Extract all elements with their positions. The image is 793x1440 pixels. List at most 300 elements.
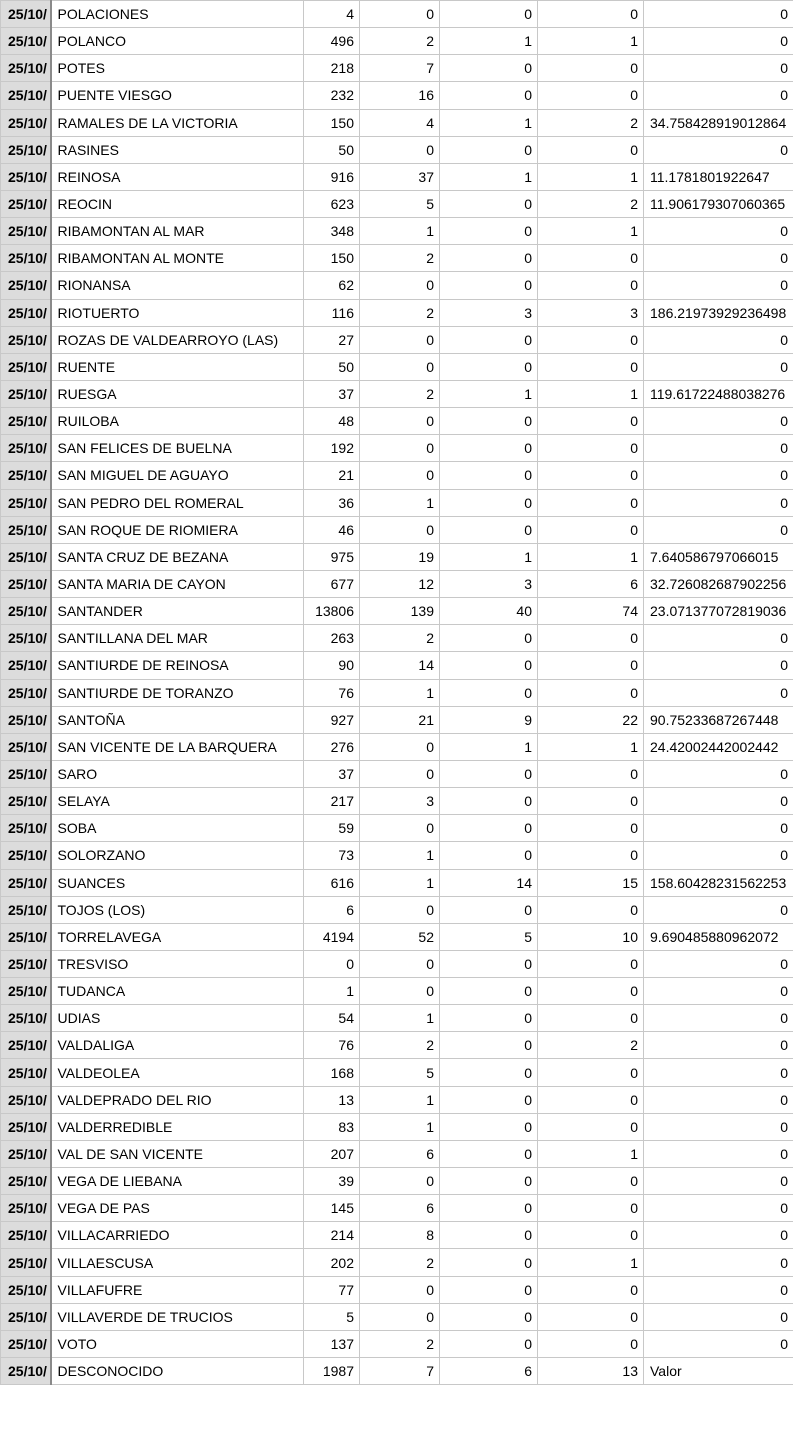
date-cell[interactable]: 25/10/ <box>1 923 51 950</box>
value-cell-3[interactable]: 0 <box>440 326 538 353</box>
value-cell-1[interactable]: 4194 <box>304 923 360 950</box>
value-cell-2[interactable]: 16 <box>360 82 440 109</box>
value-cell-3[interactable]: 0 <box>440 760 538 787</box>
date-cell[interactable]: 25/10/ <box>1 218 51 245</box>
date-cell[interactable]: 25/10/ <box>1 380 51 407</box>
date-cell[interactable]: 25/10/ <box>1 1222 51 1249</box>
date-cell[interactable]: 25/10/ <box>1 82 51 109</box>
value-cell-1[interactable]: 145 <box>304 1195 360 1222</box>
value-cell-4[interactable]: 2 <box>538 190 644 217</box>
value-cell-1[interactable]: 13806 <box>304 598 360 625</box>
value-cell-4[interactable]: 0 <box>538 1330 644 1357</box>
value-cell-2[interactable]: 0 <box>360 435 440 462</box>
value-cell-2[interactable]: 1 <box>360 679 440 706</box>
value-cell-5[interactable]: 0 <box>644 1249 793 1276</box>
value-cell-1[interactable]: 59 <box>304 815 360 842</box>
municipality-cell[interactable]: SAN FELICES DE BUELNA <box>51 435 304 462</box>
value-cell-2[interactable]: 1 <box>360 842 440 869</box>
value-cell-4[interactable]: 0 <box>538 679 644 706</box>
value-cell-4[interactable]: 1 <box>538 380 644 407</box>
value-cell-1[interactable]: 496 <box>304 28 360 55</box>
value-cell-1[interactable]: 677 <box>304 570 360 597</box>
value-cell-5[interactable]: 0 <box>644 28 793 55</box>
value-cell-5[interactable]: 119.61722488038276 <box>644 380 793 407</box>
municipality-cell[interactable]: SANTANDER <box>51 598 304 625</box>
value-cell-4[interactable]: 0 <box>538 489 644 516</box>
value-cell-2[interactable]: 0 <box>360 1303 440 1330</box>
value-cell-1[interactable]: 77 <box>304 1276 360 1303</box>
value-cell-4[interactable]: 0 <box>538 1059 644 1086</box>
value-cell-4[interactable]: 0 <box>538 950 644 977</box>
value-cell-4[interactable]: 0 <box>538 1086 644 1113</box>
value-cell-3[interactable]: 0 <box>440 353 538 380</box>
value-cell-5[interactable]: 0 <box>644 1222 793 1249</box>
municipality-cell[interactable]: RIONANSA <box>51 272 304 299</box>
value-cell-5[interactable]: 0 <box>644 1059 793 1086</box>
value-cell-2[interactable]: 0 <box>360 733 440 760</box>
value-cell-3[interactable]: 0 <box>440 1303 538 1330</box>
value-cell-4[interactable]: 0 <box>538 1222 644 1249</box>
municipality-cell[interactable]: SARO <box>51 760 304 787</box>
value-cell-1[interactable]: 214 <box>304 1222 360 1249</box>
value-cell-5[interactable]: 90.75233687267448 <box>644 706 793 733</box>
value-cell-2[interactable]: 0 <box>360 272 440 299</box>
municipality-cell[interactable]: SAN PEDRO DEL ROMERAL <box>51 489 304 516</box>
value-cell-4[interactable]: 15 <box>538 869 644 896</box>
value-cell-3[interactable]: 0 <box>440 815 538 842</box>
date-cell[interactable]: 25/10/ <box>1 598 51 625</box>
municipality-cell[interactable]: TRESVISO <box>51 950 304 977</box>
date-cell[interactable]: 25/10/ <box>1 570 51 597</box>
date-cell[interactable]: 25/10/ <box>1 625 51 652</box>
value-cell-2[interactable]: 1 <box>360 489 440 516</box>
municipality-cell[interactable]: SANTIURDE DE REINOSA <box>51 652 304 679</box>
value-cell-4[interactable]: 0 <box>538 408 644 435</box>
value-cell-5[interactable]: 0 <box>644 136 793 163</box>
date-cell[interactable]: 25/10/ <box>1 326 51 353</box>
value-cell-2[interactable]: 0 <box>360 353 440 380</box>
value-cell-1[interactable]: 616 <box>304 869 360 896</box>
value-cell-1[interactable]: 623 <box>304 190 360 217</box>
date-cell[interactable]: 25/10/ <box>1 1140 51 1167</box>
value-cell-1[interactable]: 50 <box>304 353 360 380</box>
date-cell[interactable]: 25/10/ <box>1 1249 51 1276</box>
value-cell-1[interactable]: 116 <box>304 299 360 326</box>
date-cell[interactable]: 25/10/ <box>1 950 51 977</box>
value-cell-3[interactable]: 0 <box>440 978 538 1005</box>
value-cell-5[interactable]: 0 <box>644 788 793 815</box>
value-cell-4[interactable]: 0 <box>538 760 644 787</box>
value-cell-1[interactable]: 90 <box>304 652 360 679</box>
value-cell-5[interactable]: 0 <box>644 950 793 977</box>
value-cell-1[interactable]: 76 <box>304 1032 360 1059</box>
value-cell-4[interactable]: 1 <box>538 543 644 570</box>
value-cell-5[interactable]: 0 <box>644 245 793 272</box>
value-cell-2[interactable]: 0 <box>360 516 440 543</box>
value-cell-3[interactable]: 0 <box>440 1249 538 1276</box>
date-cell[interactable]: 25/10/ <box>1 652 51 679</box>
value-cell-2[interactable]: 0 <box>360 978 440 1005</box>
value-cell-5[interactable]: 0 <box>644 353 793 380</box>
date-cell[interactable]: 25/10/ <box>1 733 51 760</box>
value-cell-4[interactable]: 3 <box>538 299 644 326</box>
date-cell[interactable]: 25/10/ <box>1 1086 51 1113</box>
date-cell[interactable]: 25/10/ <box>1 1303 51 1330</box>
value-cell-1[interactable]: 73 <box>304 842 360 869</box>
value-cell-1[interactable]: 37 <box>304 760 360 787</box>
value-cell-1[interactable]: 202 <box>304 1249 360 1276</box>
value-cell-5[interactable]: 0 <box>644 1276 793 1303</box>
value-cell-1[interactable]: 5 <box>304 1303 360 1330</box>
municipality-cell[interactable]: PUENTE VIESGO <box>51 82 304 109</box>
date-cell[interactable]: 25/10/ <box>1 1032 51 1059</box>
value-cell-5[interactable]: 0 <box>644 1303 793 1330</box>
municipality-cell[interactable]: SAN ROQUE DE RIOMIERA <box>51 516 304 543</box>
value-cell-1[interactable]: 975 <box>304 543 360 570</box>
value-cell-4[interactable]: 13 <box>538 1358 644 1385</box>
value-cell-1[interactable]: 4 <box>304 1 360 28</box>
value-cell-2[interactable]: 2 <box>360 245 440 272</box>
value-cell-1[interactable]: 276 <box>304 733 360 760</box>
date-cell[interactable]: 25/10/ <box>1 1330 51 1357</box>
value-cell-3[interactable]: 0 <box>440 788 538 815</box>
value-cell-3[interactable]: 0 <box>440 1032 538 1059</box>
value-cell-2[interactable]: 0 <box>360 326 440 353</box>
municipality-cell[interactable]: VILLAVERDE DE TRUCIOS <box>51 1303 304 1330</box>
value-cell-3[interactable]: 0 <box>440 1330 538 1357</box>
value-cell-2[interactable]: 0 <box>360 896 440 923</box>
value-cell-2[interactable]: 52 <box>360 923 440 950</box>
value-cell-1[interactable]: 27 <box>304 326 360 353</box>
date-cell[interactable]: 25/10/ <box>1 1276 51 1303</box>
municipality-cell[interactable]: REOCIN <box>51 190 304 217</box>
date-cell[interactable]: 25/10/ <box>1 299 51 326</box>
value-cell-1[interactable]: 62 <box>304 272 360 299</box>
value-cell-2[interactable]: 6 <box>360 1140 440 1167</box>
date-cell[interactable]: 25/10/ <box>1 760 51 787</box>
value-cell-1[interactable]: 150 <box>304 245 360 272</box>
value-cell-3[interactable]: 1 <box>440 543 538 570</box>
value-cell-1[interactable]: 137 <box>304 1330 360 1357</box>
municipality-cell[interactable]: RASINES <box>51 136 304 163</box>
value-cell-4[interactable]: 0 <box>538 1195 644 1222</box>
municipality-cell[interactable]: VEGA DE LIEBANA <box>51 1168 304 1195</box>
value-cell-3[interactable]: 0 <box>440 136 538 163</box>
municipality-cell[interactable]: SANTOÑA <box>51 706 304 733</box>
value-cell-3[interactable]: 40 <box>440 598 538 625</box>
municipality-cell[interactable]: RIOTUERTO <box>51 299 304 326</box>
municipality-cell[interactable]: SUANCES <box>51 869 304 896</box>
value-cell-1[interactable]: 150 <box>304 109 360 136</box>
value-cell-4[interactable]: 0 <box>538 896 644 923</box>
value-cell-4[interactable]: 1 <box>538 163 644 190</box>
value-cell-4[interactable]: 0 <box>538 978 644 1005</box>
municipality-cell[interactable]: VILLAFUFRE <box>51 1276 304 1303</box>
value-cell-5[interactable]: 0 <box>644 408 793 435</box>
value-cell-1[interactable]: 50 <box>304 136 360 163</box>
value-cell-5[interactable]: 0 <box>644 55 793 82</box>
value-cell-4[interactable]: 2 <box>538 1032 644 1059</box>
value-cell-3[interactable]: 5 <box>440 923 538 950</box>
municipality-cell[interactable]: POTES <box>51 55 304 82</box>
value-cell-3[interactable]: 0 <box>440 245 538 272</box>
value-cell-5[interactable]: 0 <box>644 1113 793 1140</box>
value-cell-2[interactable]: 0 <box>360 760 440 787</box>
value-cell-3[interactable]: 0 <box>440 1086 538 1113</box>
value-cell-5[interactable]: 0 <box>644 679 793 706</box>
municipality-cell[interactable]: POLACIONES <box>51 1 304 28</box>
value-cell-1[interactable]: 348 <box>304 218 360 245</box>
value-cell-2[interactable]: 7 <box>360 1358 440 1385</box>
value-cell-2[interactable]: 1 <box>360 1113 440 1140</box>
value-cell-4[interactable]: 0 <box>538 1168 644 1195</box>
value-cell-2[interactable]: 0 <box>360 136 440 163</box>
value-cell-1[interactable]: 48 <box>304 408 360 435</box>
value-cell-1[interactable]: 263 <box>304 625 360 652</box>
value-cell-1[interactable]: 927 <box>304 706 360 733</box>
municipality-cell[interactable]: VOTO <box>51 1330 304 1357</box>
date-cell[interactable]: 25/10/ <box>1 815 51 842</box>
value-cell-2[interactable]: 0 <box>360 1 440 28</box>
value-cell-5[interactable]: 0 <box>644 815 793 842</box>
value-cell-4[interactable]: 6 <box>538 570 644 597</box>
value-cell-5[interactable]: 0 <box>644 326 793 353</box>
value-cell-4[interactable]: 22 <box>538 706 644 733</box>
value-cell-1[interactable]: 207 <box>304 1140 360 1167</box>
value-cell-5[interactable]: 11.906179307060365 <box>644 190 793 217</box>
date-cell[interactable]: 25/10/ <box>1 109 51 136</box>
date-cell[interactable]: 25/10/ <box>1 1168 51 1195</box>
value-cell-2[interactable]: 5 <box>360 1059 440 1086</box>
date-cell[interactable]: 25/10/ <box>1 408 51 435</box>
value-cell-3[interactable]: 1 <box>440 28 538 55</box>
value-cell-5[interactable]: 0 <box>644 760 793 787</box>
value-cell-1[interactable]: 192 <box>304 435 360 462</box>
value-cell-5[interactable]: 0 <box>644 1 793 28</box>
value-cell-2[interactable]: 0 <box>360 1276 440 1303</box>
date-cell[interactable]: 25/10/ <box>1 272 51 299</box>
date-cell[interactable]: 25/10/ <box>1 190 51 217</box>
municipality-cell[interactable]: RUESGA <box>51 380 304 407</box>
municipality-cell[interactable]: TORRELAVEGA <box>51 923 304 950</box>
value-cell-3[interactable]: 1 <box>440 163 538 190</box>
date-cell[interactable]: 25/10/ <box>1 978 51 1005</box>
value-cell-1[interactable]: 36 <box>304 489 360 516</box>
value-cell-4[interactable]: 74 <box>538 598 644 625</box>
value-cell-5[interactable]: 0 <box>644 1005 793 1032</box>
date-cell[interactable]: 25/10/ <box>1 462 51 489</box>
value-cell-5[interactable]: 0 <box>644 978 793 1005</box>
date-cell[interactable]: 25/10/ <box>1 163 51 190</box>
value-cell-4[interactable]: 0 <box>538 842 644 869</box>
value-cell-3[interactable]: 0 <box>440 679 538 706</box>
value-cell-4[interactable]: 0 <box>538 815 644 842</box>
value-cell-1[interactable]: 39 <box>304 1168 360 1195</box>
value-cell-4[interactable]: 0 <box>538 788 644 815</box>
value-cell-5[interactable]: 0 <box>644 625 793 652</box>
value-cell-1[interactable]: 1 <box>304 978 360 1005</box>
value-cell-3[interactable]: 0 <box>440 1140 538 1167</box>
value-cell-2[interactable]: 37 <box>360 163 440 190</box>
value-cell-4[interactable]: 1 <box>538 1140 644 1167</box>
value-cell-3[interactable]: 3 <box>440 570 538 597</box>
value-cell-5[interactable]: 11.1781801922647 <box>644 163 793 190</box>
value-cell-5[interactable]: 0 <box>644 516 793 543</box>
value-cell-3[interactable]: 0 <box>440 1195 538 1222</box>
value-cell-2[interactable]: 2 <box>360 380 440 407</box>
municipality-cell[interactable]: ROZAS DE VALDEARROYO (LAS) <box>51 326 304 353</box>
value-cell-4[interactable]: 0 <box>538 1276 644 1303</box>
value-cell-2[interactable]: 2 <box>360 1032 440 1059</box>
municipality-cell[interactable]: SANTILLANA DEL MAR <box>51 625 304 652</box>
municipality-cell[interactable]: RUENTE <box>51 353 304 380</box>
date-cell[interactable]: 25/10/ <box>1 896 51 923</box>
value-cell-5[interactable]: 32.726082687902256 <box>644 570 793 597</box>
date-cell[interactable]: 25/10/ <box>1 55 51 82</box>
municipality-cell[interactable]: VAL DE SAN VICENTE <box>51 1140 304 1167</box>
value-cell-4[interactable]: 10 <box>538 923 644 950</box>
value-cell-3[interactable]: 3 <box>440 299 538 326</box>
value-cell-3[interactable]: 0 <box>440 1168 538 1195</box>
value-cell-5[interactable]: 7.640586797066015 <box>644 543 793 570</box>
municipality-cell[interactable]: SANTA MARIA DE CAYON <box>51 570 304 597</box>
value-cell-3[interactable]: 9 <box>440 706 538 733</box>
value-cell-4[interactable]: 0 <box>538 652 644 679</box>
date-cell[interactable]: 25/10/ <box>1 1358 51 1385</box>
municipality-cell[interactable]: UDIAS <box>51 1005 304 1032</box>
value-cell-1[interactable]: 13 <box>304 1086 360 1113</box>
value-cell-3[interactable]: 0 <box>440 625 538 652</box>
municipality-cell[interactable]: SOBA <box>51 815 304 842</box>
date-cell[interactable]: 25/10/ <box>1 1195 51 1222</box>
value-cell-3[interactable]: 0 <box>440 1059 538 1086</box>
value-cell-3[interactable]: 0 <box>440 435 538 462</box>
value-cell-3[interactable]: 0 <box>440 896 538 923</box>
value-cell-4[interactable]: 0 <box>538 136 644 163</box>
value-cell-5[interactable]: 0 <box>644 435 793 462</box>
value-cell-3[interactable]: 0 <box>440 1113 538 1140</box>
value-cell-2[interactable]: 14 <box>360 652 440 679</box>
municipality-cell[interactable]: VALDEPRADO DEL RIO <box>51 1086 304 1113</box>
value-cell-4[interactable]: 0 <box>538 1005 644 1032</box>
value-cell-3[interactable]: 14 <box>440 869 538 896</box>
value-cell-5[interactable]: 23.071377072819036 <box>644 598 793 625</box>
value-cell-3[interactable]: 0 <box>440 218 538 245</box>
value-cell-3[interactable]: 1 <box>440 380 538 407</box>
value-cell-2[interactable]: 0 <box>360 950 440 977</box>
value-cell-5[interactable]: 0 <box>644 1086 793 1113</box>
value-cell-4[interactable]: 0 <box>538 353 644 380</box>
value-cell-1[interactable]: 232 <box>304 82 360 109</box>
municipality-cell[interactable]: RAMALES DE LA VICTORIA <box>51 109 304 136</box>
municipality-cell[interactable]: VEGA DE PAS <box>51 1195 304 1222</box>
value-cell-2[interactable]: 0 <box>360 462 440 489</box>
value-cell-2[interactable]: 2 <box>360 299 440 326</box>
value-cell-2[interactable]: 6 <box>360 1195 440 1222</box>
value-cell-5[interactable]: 0 <box>644 896 793 923</box>
date-cell[interactable]: 25/10/ <box>1 1113 51 1140</box>
municipality-cell[interactable]: SELAYA <box>51 788 304 815</box>
value-cell-3[interactable]: 0 <box>440 462 538 489</box>
date-cell[interactable]: 25/10/ <box>1 842 51 869</box>
value-cell-3[interactable]: 0 <box>440 55 538 82</box>
date-cell[interactable]: 25/10/ <box>1 1 51 28</box>
value-cell-5[interactable]: 24.42002442002442 <box>644 733 793 760</box>
value-cell-2[interactable]: 3 <box>360 788 440 815</box>
municipality-cell[interactable]: VALDALIGA <box>51 1032 304 1059</box>
value-cell-5[interactable]: 34.758428919012864 <box>644 109 793 136</box>
value-cell-5[interactable]: 9.690485880962072 <box>644 923 793 950</box>
municipality-cell[interactable]: SOLORZANO <box>51 842 304 869</box>
value-cell-5[interactable]: 0 <box>644 272 793 299</box>
value-cell-1[interactable]: 54 <box>304 1005 360 1032</box>
municipality-cell[interactable]: VILLACARRIEDO <box>51 1222 304 1249</box>
municipality-cell[interactable]: VILLAESCUSA <box>51 1249 304 1276</box>
date-cell[interactable]: 25/10/ <box>1 435 51 462</box>
date-cell[interactable]: 25/10/ <box>1 353 51 380</box>
value-cell-5[interactable]: 0 <box>644 1032 793 1059</box>
value-cell-5[interactable]: 0 <box>644 462 793 489</box>
date-cell[interactable]: 25/10/ <box>1 489 51 516</box>
value-cell-3[interactable]: 1 <box>440 733 538 760</box>
municipality-cell[interactable]: SAN VICENTE DE LA BARQUERA <box>51 733 304 760</box>
value-cell-3[interactable]: 0 <box>440 82 538 109</box>
date-cell[interactable]: 25/10/ <box>1 136 51 163</box>
value-cell-2[interactable]: 2 <box>360 28 440 55</box>
value-cell-1[interactable]: 218 <box>304 55 360 82</box>
value-cell-2[interactable]: 2 <box>360 625 440 652</box>
value-cell-1[interactable]: 1987 <box>304 1358 360 1385</box>
value-cell-5[interactable]: 0 <box>644 218 793 245</box>
value-cell-4[interactable]: 0 <box>538 435 644 462</box>
value-cell-3[interactable]: 0 <box>440 1 538 28</box>
value-cell-2[interactable]: 19 <box>360 543 440 570</box>
value-cell-3[interactable]: 0 <box>440 489 538 516</box>
value-cell-1[interactable]: 76 <box>304 679 360 706</box>
value-cell-4[interactable]: 0 <box>538 1113 644 1140</box>
value-cell-2[interactable]: 0 <box>360 815 440 842</box>
value-cell-1[interactable]: 21 <box>304 462 360 489</box>
municipality-cell[interactable]: RIBAMONTAN AL MAR <box>51 218 304 245</box>
municipality-cell[interactable]: SANTIURDE DE TORANZO <box>51 679 304 706</box>
value-cell-2[interactable]: 2 <box>360 1249 440 1276</box>
value-cell-2[interactable]: 5 <box>360 190 440 217</box>
value-cell-4[interactable]: 1 <box>538 1249 644 1276</box>
value-cell-2[interactable]: 0 <box>360 408 440 435</box>
date-cell[interactable]: 25/10/ <box>1 245 51 272</box>
value-cell-4[interactable]: 0 <box>538 55 644 82</box>
value-cell-2[interactable]: 139 <box>360 598 440 625</box>
value-cell-3[interactable]: 0 <box>440 842 538 869</box>
municipality-cell[interactable]: RIBAMONTAN AL MONTE <box>51 245 304 272</box>
value-cell-2[interactable]: 7 <box>360 55 440 82</box>
value-cell-4[interactable]: 0 <box>538 272 644 299</box>
municipality-cell[interactable]: POLANCO <box>51 28 304 55</box>
municipality-cell[interactable]: RUILOBA <box>51 408 304 435</box>
value-cell-1[interactable]: 37 <box>304 380 360 407</box>
municipality-cell[interactable]: REINOSA <box>51 163 304 190</box>
value-cell-1[interactable]: 217 <box>304 788 360 815</box>
value-cell-5[interactable]: Valor <box>644 1358 793 1385</box>
date-cell[interactable]: 25/10/ <box>1 28 51 55</box>
value-cell-4[interactable]: 0 <box>538 516 644 543</box>
date-cell[interactable]: 25/10/ <box>1 706 51 733</box>
value-cell-2[interactable]: 1 <box>360 1086 440 1113</box>
value-cell-2[interactable]: 2 <box>360 1330 440 1357</box>
value-cell-3[interactable]: 0 <box>440 652 538 679</box>
municipality-cell[interactable]: VALDEOLEA <box>51 1059 304 1086</box>
value-cell-5[interactable]: 186.21973929236498 <box>644 299 793 326</box>
